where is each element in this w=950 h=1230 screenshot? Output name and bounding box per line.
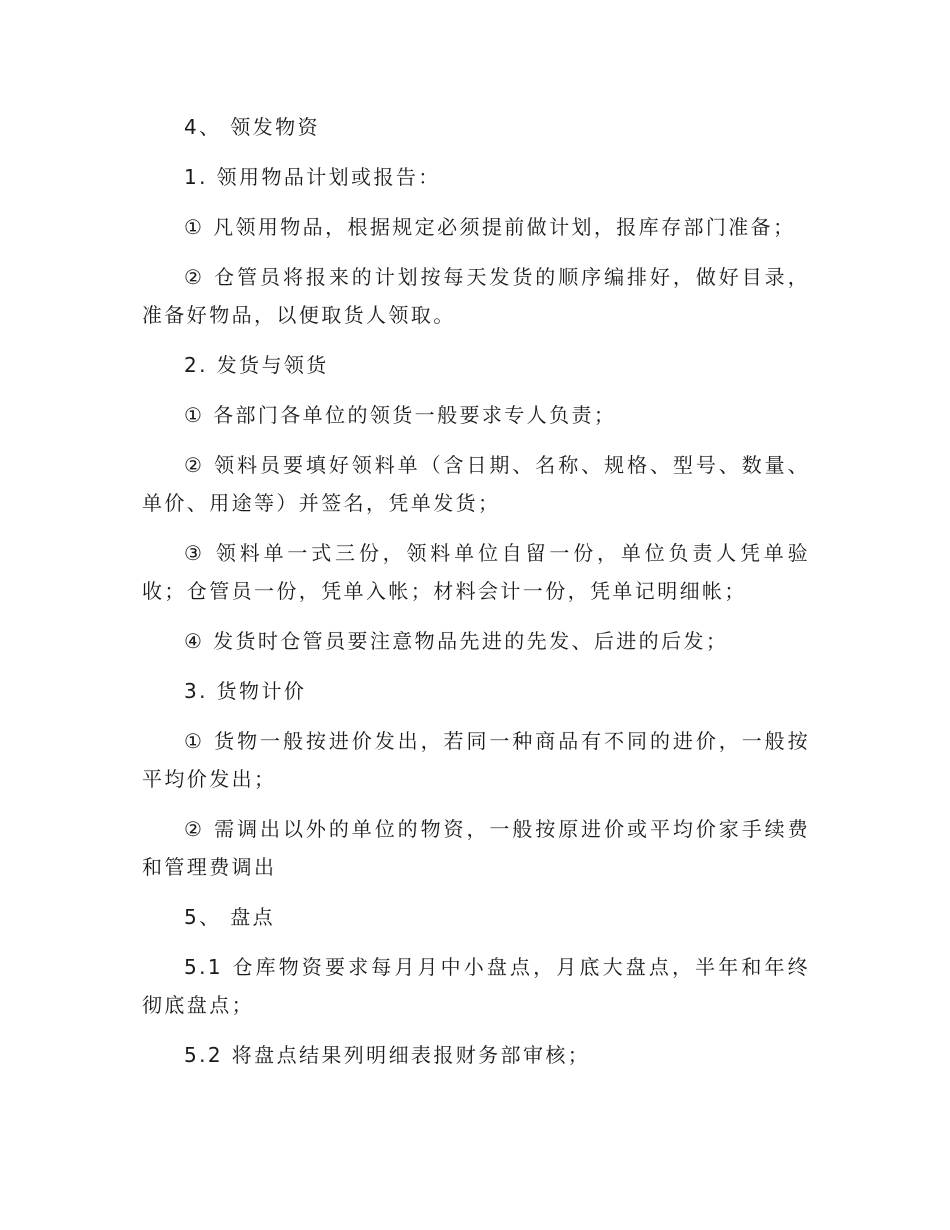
list-item: ① 凡领用物品，根据规定必须提前做计划，报库存部门准备；: [184, 215, 796, 239]
list-item: ④ 发货时仓管员要注意物品先进的先发、后进的后发；: [184, 629, 729, 653]
section-heading: 4、 领发物资: [184, 115, 320, 139]
section-heading: 5、 盘点: [184, 905, 276, 929]
list-item: ① 各部门各单位的领货一般要求专人负责；: [184, 403, 617, 427]
list-item: ③ 领料单一式三份，领料单位自留一份，单位负责人凭单验收；仓管员一份，凭单入帐；材料会计一份，凭单记明细帐；: [142, 541, 810, 603]
list-item: 5.2 将盘点结果列明细表报财务部审核；: [184, 1043, 591, 1067]
list-item: 5.1 仓库物资要求每月月中小盘点，月底大盘点，半年和年终彻底盘点；: [142, 955, 810, 1017]
subsection-heading: 2. 发货与领货: [184, 353, 329, 377]
list-item: ② 需调出以外的单位的物资，一般按原进价或平均价家手续费和管理费调出: [142, 817, 810, 879]
list-item: ② 仓管员将报来的计划按每天发货的顺序编排好，做好目录，准备好物品，以便取货人领取。: [142, 265, 810, 327]
subsection-heading: 1. 领用物品计划或报告：: [184, 165, 441, 189]
subsection-heading: 3. 货物计价: [184, 679, 307, 703]
list-item: ② 领料员要填好领料单（含日期、名称、规格、型号、数量、单价、用途等）并签名，凭单发货；: [142, 453, 810, 515]
list-item: ① 货物一般按进价发出，若同一种商品有不同的进价，一般按平均价发出；: [142, 729, 810, 791]
document-body: [142, 108, 810, 1074]
